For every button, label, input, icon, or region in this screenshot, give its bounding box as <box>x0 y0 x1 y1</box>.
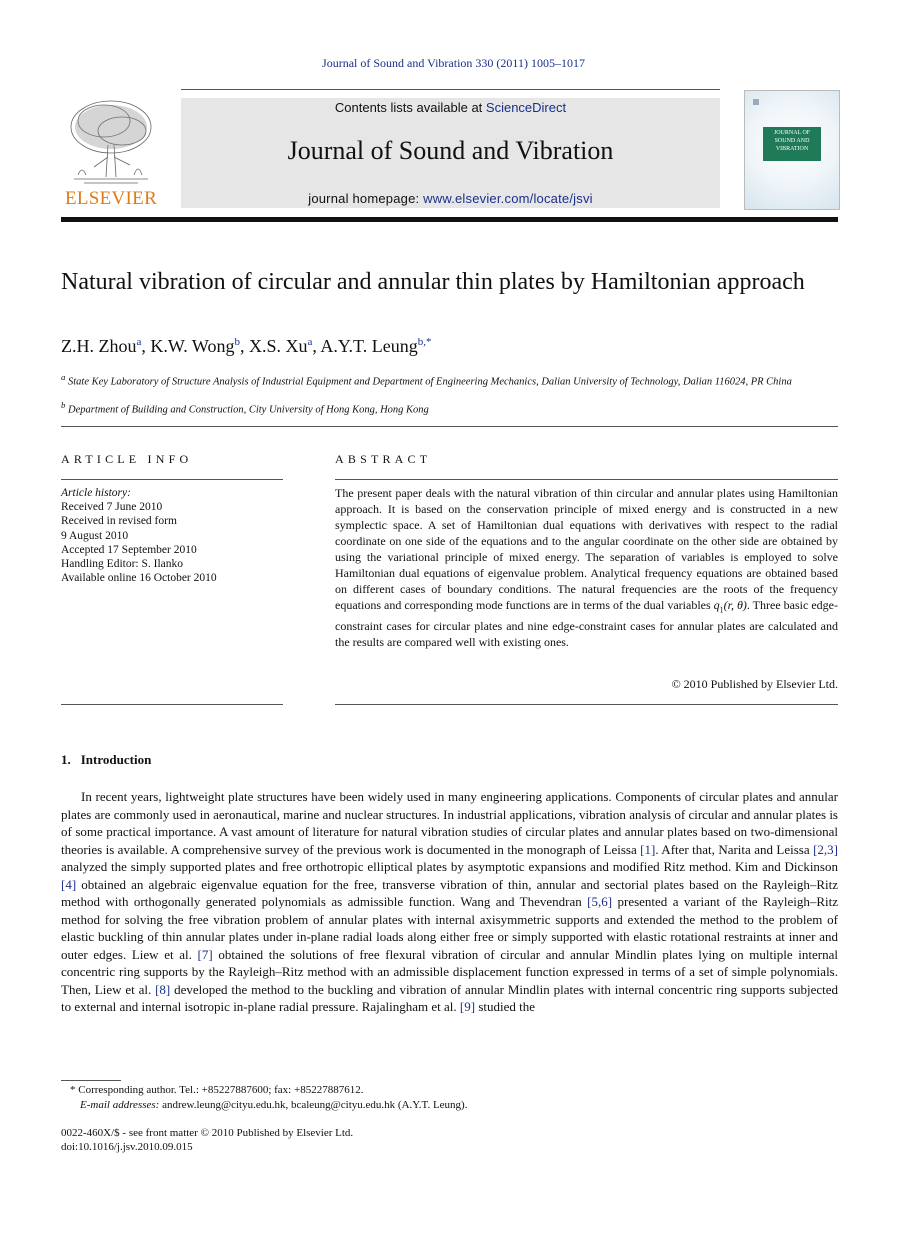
article-info-rule <box>61 479 283 480</box>
footnote-rule <box>61 1080 121 1081</box>
cover-title: JOURNAL OF SOUND AND VIBRATION <box>773 130 811 152</box>
journal-cover-image[interactable] <box>744 90 840 210</box>
author-name: X.S. Xu <box>248 336 308 356</box>
abstract-math-args: (r, θ) <box>723 598 747 612</box>
article-info-bottom-rule <box>61 704 283 705</box>
affiliation-text: State Key Laboratory of Structure Analysis of Industrial Equipment and Department of Engineering Mechanics, Dalian University of Technology, Dalian 116024, PR China <box>68 376 792 388</box>
intro-text: analyzed the simply supported plates and free orthotropic elliptical plates by asymptotic expansions and modified Ritz method. Kim and Dickinson <box>61 859 838 874</box>
intro-text: . After that, Narita and Leissa <box>655 841 814 857</box>
affiliation-a <box>61 370 801 390</box>
elsevier-logo[interactable] <box>61 97 161 211</box>
citation-link[interactable]: [7] <box>197 946 213 962</box>
citation-link[interactable]: [1] <box>640 841 656 857</box>
abstract-body-end: . Three basic edge-constraint cases for circular plates and nine edge-constraint cases for annular plates are calculated and the results are compared well with existing ones. <box>335 598 838 650</box>
author-name: K.W. Wong <box>150 336 235 356</box>
homepage-line <box>181 191 720 206</box>
abstract-math-q: q <box>713 598 720 612</box>
cover-title-panel <box>763 127 821 161</box>
sciencedirect-link[interactable]: ScienceDirect <box>485 100 567 115</box>
section-title: Introduction <box>80 752 152 767</box>
issn-line: 0022-460X/$ - see front matter © 2010 Published by Elsevier Ltd. <box>61 1127 354 1139</box>
author-name: A.Y.T. Leung <box>320 336 418 356</box>
author-affiliation-mark[interactable]: a <box>307 336 313 348</box>
section-number: 1. <box>61 752 71 767</box>
author-separator: , <box>141 336 151 356</box>
cover-mark-icon <box>753 99 759 105</box>
history-entry: Received 7 June 2010 <box>61 501 163 514</box>
citation-link[interactable]: [5,6] <box>587 894 613 909</box>
author-affiliation-mark[interactable]: b <box>234 336 240 348</box>
history-entry: 9 August 2010 <box>61 529 129 542</box>
elsevier-wordmark: ELSEVIER <box>64 188 158 209</box>
corresponding-author-note: * Corresponding author. Tel.: +85227887600; fax: +85227887612. <box>70 1084 364 1096</box>
homepage-prefix: journal homepage: <box>308 191 424 206</box>
author-affiliation-mark[interactable]: b,* <box>417 336 432 348</box>
citation-link[interactable]: [9] <box>459 999 476 1014</box>
homepage-link[interactable]: www.elsevier.com/locate/jsvi <box>423 191 593 206</box>
history-entry: Received in revised form <box>61 515 177 528</box>
affiliation-mark: a <box>61 372 66 382</box>
email-note <box>80 1099 467 1111</box>
affiliation-mark: b <box>61 400 66 410</box>
author-list <box>61 336 431 357</box>
history-entry: Handling Editor: S. Ilanko <box>61 558 184 571</box>
article-history <box>61 486 217 585</box>
journal-banner <box>181 98 720 208</box>
abstract-bottom-rule <box>335 704 838 705</box>
history-entry: Accepted 17 September 2010 <box>61 543 197 556</box>
history-entry: Available online 16 October 2010 <box>61 572 217 585</box>
intro-text: obtained an algebraic eigenvalue equation for the free, transverse vibration of thin, annular and sectorial plates based on the Rayleigh–Ritz method with orthogonally generated polynomials as admissible function. Wang and Thevendran <box>61 876 838 909</box>
article-title: Natural vibration of circular and annular thin plates by Hamiltonian approach <box>61 269 805 295</box>
abstract-heading: ABSTRACT <box>335 452 432 466</box>
intro-text: studied the <box>475 999 535 1014</box>
header-thick-rule <box>61 217 838 222</box>
author-affiliation-mark[interactable]: a <box>136 336 142 348</box>
affiliation-b <box>61 398 801 418</box>
abstract-math-sub: 1 <box>719 605 724 615</box>
abstract-rule <box>335 479 838 480</box>
introduction-paragraph <box>61 788 838 1016</box>
author-name: Z.H. Zhou <box>61 336 137 356</box>
section-heading-introduction <box>61 752 151 768</box>
citation-link[interactable]: [2,3] <box>813 841 838 857</box>
doi-line[interactable]: doi:10.1016/j.jsv.2010.09.015 <box>61 1141 193 1153</box>
section-divider <box>61 426 838 427</box>
abstract-copyright: © 2010 Published by Elsevier Ltd. <box>671 677 838 691</box>
author-separator: , <box>312 336 321 356</box>
article-info-heading: ARTICLE INFO <box>61 452 193 466</box>
intro-text: presented a variant of the Rayleigh–Ritz method for solving the free vibration problem of annular plates with internal axisymmetric supports and extended the method to the problem of elastic buckling of thin annular plates under in-plane radial loads along either free or simply supported with elastic rotational restraints at inner and outer edges. Liew et al. <box>61 894 838 962</box>
abstract-body: The present paper deals with the natural vibration of thin circular and annular plates using Hamiltonian approach. It is based on the conservation principle of mixed energy and is constructed in a new symplectic space. A set of Hamiltonian dual equations with derivatives with respect to the radial coordinate on one side of the equations and to the angular coordinate on the other side are obtained by using the variational principle of mixed energy. The separation of variables is employed to solve Hamiltonian dual equations of eigenvalue problem. Analytical frequency equations are obtained based on different cases of boundary conditions. The natural frequencies are the roots of the frequency equations and corresponding mode functions are in terms of the dual variables <box>335 486 838 612</box>
journal-citation[interactable]: Journal of Sound and Vibration 330 (2011) 1005–1017 <box>322 56 585 70</box>
abstract-text <box>335 485 838 650</box>
intro-text: developed the method to the buckling and vibration of annular Mindlin plates with internal concentric ring supports subjected to external and internal isotropic in-plane radial pressure. Rajalingham et al. <box>61 981 839 1014</box>
contents-prefix: Contents lists available at <box>334 100 486 115</box>
intro-text: In recent years, lightweight plate structures have been widely used in many engineering applications. Components of circular plates and annular plates are commonly used in aeronautical, marine and nuclear structures. In industrial applications, vibration analysis of circular and annular plates is of some practical importance. A vast amount of literature for natural vibration studies of circular plates and annular plates based on two-dimensional theories is available. A comprehensive survey of the previous work is documented in the monograph of Leissa <box>61 789 838 857</box>
journal-name: Journal of Sound and Vibration <box>287 136 614 165</box>
email-label: E-mail addresses: <box>80 1099 160 1111</box>
elsevier-tree-icon <box>64 97 158 185</box>
citation-link[interactable]: [4] <box>61 876 77 892</box>
author-separator: , <box>239 336 249 356</box>
header-top-rule <box>181 89 720 90</box>
contents-line <box>181 100 720 115</box>
affiliation-text: Department of Building and Construction, City University of Hong Kong, Hong Kong <box>68 404 429 416</box>
intro-text: obtained the solutions of free flexural vibration of circular and annular Mindlin plates lying on multiple internal concentric ring supports by the Rayleigh–Ritz method with an admissible displacement function expressed in terms of a set of simple polynomials. Then, Liew et al. <box>61 946 838 997</box>
citation-link[interactable]: [8] <box>155 981 171 997</box>
history-label: Article history: <box>61 487 131 499</box>
email-addresses[interactable]: andrew.leung@cityu.edu.hk, bcaleung@cityu.edu.hk (A.Y.T. Leung). <box>159 1099 468 1111</box>
